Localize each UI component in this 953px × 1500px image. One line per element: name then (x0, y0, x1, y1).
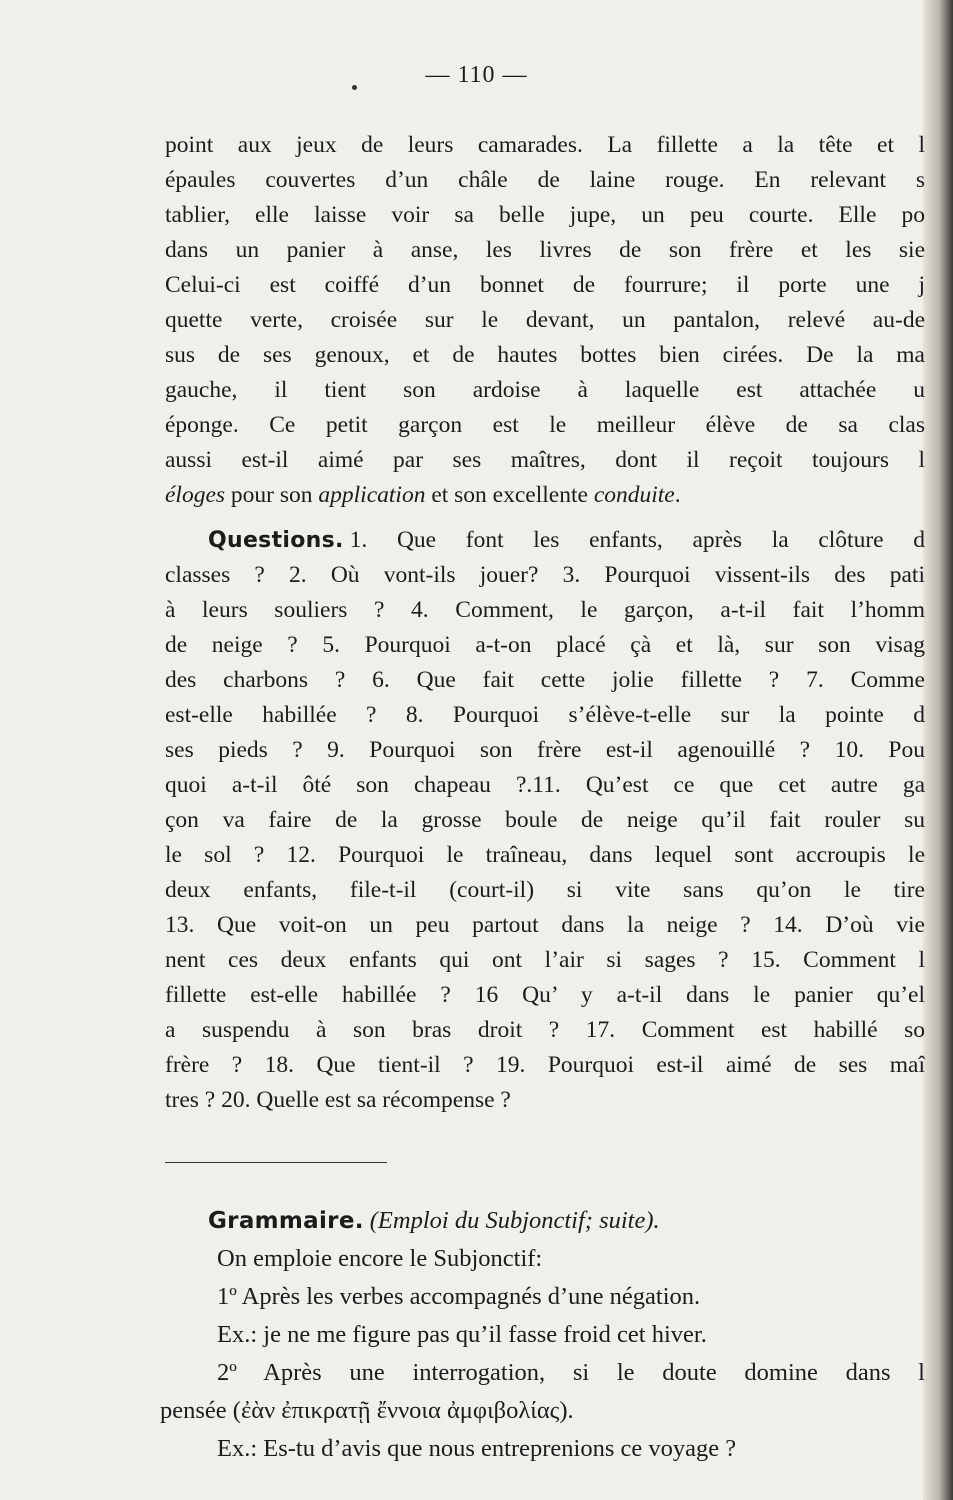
question-line: frère ? 18. Que tient-il ? 19. Pourquoi est-il aimé de ses maî (165, 1052, 925, 1078)
grammar-subtitle: (Emploi du Subjonctif; suite). (369, 1207, 660, 1234)
grammar-example-1: Ex.: je ne me figure pas qu’il fasse froid cet hiver. (217, 1321, 707, 1348)
question-line: classes ? 2. Où vont-ils jouer? 3. Pourquoi vissent-ils des pati (165, 562, 925, 588)
page-edge-shadow (923, 0, 953, 1500)
question-line: deux enfants, file-t-il (court-il) si vite sans qu’on le tire (165, 877, 925, 903)
section-divider (165, 1162, 387, 1163)
question-line-last: tres ? 20. Quelle est sa récompense ? (165, 1087, 511, 1113)
italic-word: conduite (593, 482, 675, 508)
question-line: de neige ? 5. Pourquoi a-t-on placé çà et là, sur son visag (165, 632, 925, 658)
question-line: ses pieds ? 9. Pourquoi son frère est-il agenouillé ? 10. Pou (165, 737, 925, 763)
text-line: point aux jeux de leurs camarades. La fillette a la tête et l (165, 132, 925, 158)
questions-label: Questions. (208, 528, 344, 553)
text-line: aussi est-il aimé par ses maîtres, dont il reçoit toujours l (165, 447, 925, 473)
grammar-example-2: Ex.: Es-tu d’avis que nous entreprenions ce voyage ? (217, 1435, 737, 1462)
question-line: est-elle habillée ? 8. Pourquoi s’élève-t-elle sur la pointe d (165, 702, 925, 728)
question-line: çon va faire de la grosse boule de neige qu’il fait rouler su (165, 807, 925, 833)
grammar-rule-2: 2º Après une interrogation, si le doute domine dans l (217, 1359, 925, 1386)
text-run: . (674, 482, 681, 508)
grammar-rule-2-continued: pensée (ἐὰν ἐπικρατῇ ἔννοια ἀμφιβολίας). (160, 1397, 574, 1424)
questions-first-line (165, 523, 925, 558)
text-line: quette verte, croisée sur le devant, un pantalon, relevé au-de (165, 307, 925, 333)
question-line: quoi a-t-il ôté son chapeau ?.11. Qu’est ce que cet autre ga (165, 772, 925, 798)
text-line: épaules couvertes d’un châle de laine rouge. En relevant s (165, 167, 925, 193)
text-line-last (165, 478, 925, 513)
text-line: gauche, il tient son ardoise à laquelle est attachée u (165, 377, 925, 403)
grammar-rule-1: 1º Après les verbes accompagnés d’une négation. (217, 1283, 701, 1310)
text-line: Celui-ci est coiffé d’un bonnet de fourrure; il porte une j (165, 272, 925, 298)
text-line: tablier, elle laisse voir sa belle jupe, un peu courte. Elle po (165, 202, 925, 228)
question-line: fillette est-elle habillée ? 16 Qu’ y a-t-il dans le panier qu’el (165, 982, 925, 1008)
question-line: des charbons ? 6. Que fait cette jolie fillette ? 7. Comme (165, 667, 925, 693)
text-line: dans un panier à anse, les livres de son frère et les sie (165, 237, 925, 263)
reading-passage (165, 128, 925, 513)
text-run: et son excellente (425, 482, 594, 508)
grammar-heading (165, 1202, 925, 1240)
question-line: nent ces deux enfants qui ont l’air si sages ? 15. Comment l (165, 947, 925, 973)
questions-section (165, 523, 925, 1118)
italic-word: éloges (165, 482, 226, 508)
text-run: pour son (225, 482, 319, 508)
grammar-section (160, 1202, 925, 1468)
text-line: éponge. Ce petit garçon est le meilleur élève de sa clas (165, 412, 925, 438)
question-line: le sol ? 12. Pourquoi le traîneau, dans lequel sont accroupis le (165, 842, 925, 868)
text-line: sus de ses genoux, et de hautes bottes bien cirées. De la ma (165, 342, 925, 368)
text-run: 1. Que font les enfants, après la clôture d (349, 527, 925, 553)
grammar-label: Grammaire. (208, 1208, 364, 1234)
question-line: 13. Que voit-on un peu partout dans la neige ? 14. D’où vie (165, 912, 925, 938)
question-line: a suspendu à son bras droit ? 17. Comment est habillé so (165, 1017, 925, 1043)
grammar-intro: On emploie encore le Subjonctif: (217, 1245, 543, 1272)
italic-word: application (318, 482, 426, 508)
question-line: à leurs souliers ? 4. Comment, le garçon, a-t-il fait l’homm (165, 597, 925, 623)
page-number: — 110 — (425, 62, 528, 88)
